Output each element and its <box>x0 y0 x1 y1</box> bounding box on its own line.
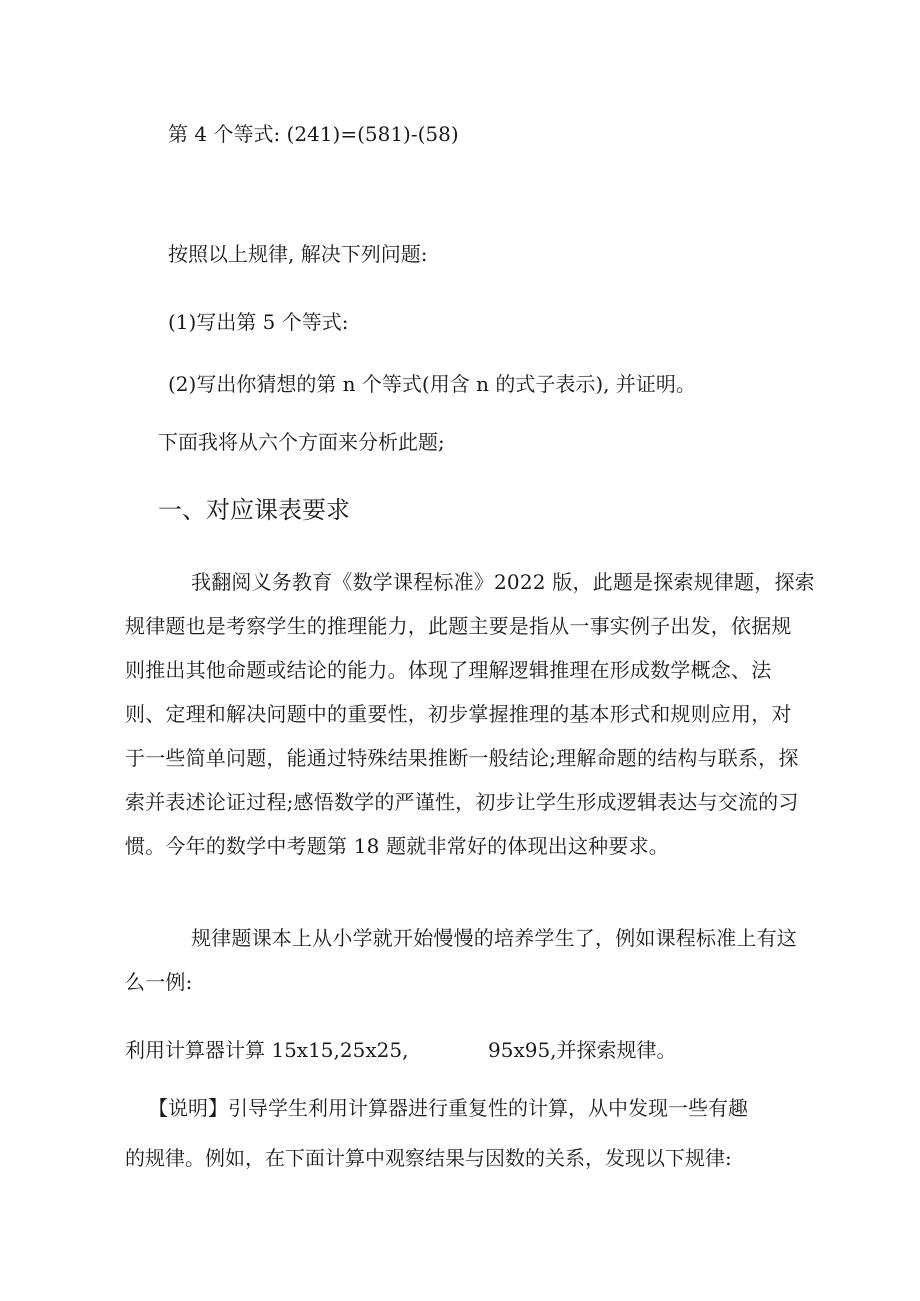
paragraph-line: 于一些简单问题，能通过特殊结果推断一般结论;理解命题的结构与联系，探 <box>125 746 799 770</box>
paragraph-line: 规律题课本上从小学就开始慢慢的培养学生了，例如课程标准上有这 <box>191 926 797 950</box>
paragraph-curriculum <box>125 568 815 876</box>
paragraph-line: 么一例: <box>125 970 193 994</box>
note-line-2: 的规律。例如，在下面计算中观察结果与因数的关系，发现以下规律: <box>125 1146 732 1170</box>
section-heading-1: 一、对应课表要求 <box>158 496 350 524</box>
question-2: (2)写出你猜想的第 n 个等式(用含 n 的式子表示), 并证明。 <box>168 372 696 396</box>
calc-task-left: 利用计算器计算 15x15,25x25, <box>125 1038 409 1062</box>
question-1: (1)写出第 5 个等式: <box>168 310 349 334</box>
paragraph-line: 则、定理和解决问题中的重要性，初步掌握推理的基本形式和规则应用，对 <box>125 702 792 726</box>
note-line-1: 【说明】引导学生利用计算器进行重复性的计算，从中发现一些有趣 <box>148 1096 748 1120</box>
calc-task-right: 95x95,并探索规律。 <box>488 1038 677 1062</box>
paragraph-line: 我翻阅义务教育《数学课程标准》2022 版，此题是探索规律题，探索 <box>191 570 815 594</box>
equation-4: 第 4 个等式: (241)=(581)-(58) <box>168 122 459 146</box>
analysis-lead: 下面我将从六个方面来分析此题; <box>158 430 445 454</box>
paragraph-line: 惯。今年的数学中考题第 18 题就非常好的体现出这种要求。 <box>125 834 669 858</box>
paragraph-example <box>125 924 815 1012</box>
paragraph-line: 规律题也是考察学生的推理能力，此题主要是指从一事实例子出发，依据规 <box>125 614 792 638</box>
paragraph-line: 则推出其他命题或结论的能力。体现了理解逻辑推理在形成数学概念、法 <box>125 658 772 682</box>
instruction-text: 按照以上规律, 解决下列问题: <box>168 242 428 266</box>
paragraph-line: 索并表述论证过程;感悟数学的严谨性，初步让学生形成逻辑表达与交流的习 <box>125 790 799 814</box>
